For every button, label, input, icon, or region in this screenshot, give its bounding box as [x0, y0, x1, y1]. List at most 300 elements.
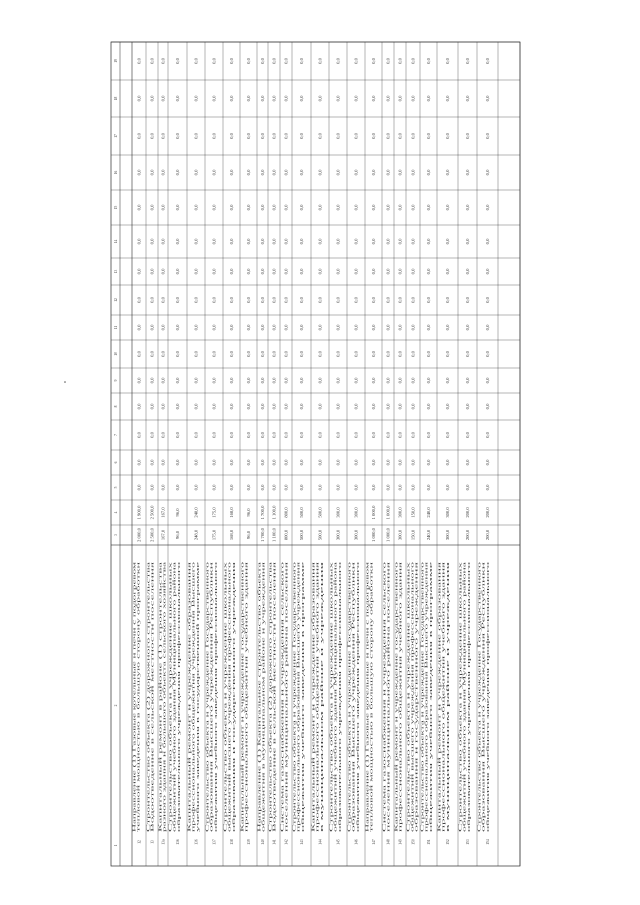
row-description: Строительство объекта и учреждение школьных [223, 755, 228, 832]
table-cell: 2 500,0 [149, 505, 155, 520]
table-cell: 300,0 [397, 529, 403, 541]
table-cell: 0,0 [229, 297, 235, 303]
table-cell: 167,0 [160, 529, 166, 541]
row-number: 13а [161, 839, 166, 845]
table-cell: 0,0 [445, 377, 451, 384]
table-cell: 0,0 [246, 297, 252, 303]
table-cell: 0,0 [149, 432, 155, 438]
table-cell: 0,0 [397, 133, 403, 139]
table-cell: 0,0 [160, 324, 166, 331]
table-cell: 0,0 [410, 484, 416, 491]
table-cell: 0,0 [485, 58, 491, 64]
row-description: Строительство объекта и учреждение Государственного [420, 744, 425, 832]
table-cell: 300,0 [353, 507, 359, 518]
row-description: общежития учебного заведения профессионального [355, 750, 360, 832]
table-cell: 0,0 [260, 377, 266, 384]
table-cell: 0,0 [426, 169, 432, 176]
row-description: Направление (1) Газовые котельные и печи с подогревом [365, 742, 370, 832]
row-description: общежития учебного заведения профессионального [213, 750, 218, 832]
row-description: Капитальный ремонт и учреждение образования [437, 755, 442, 832]
table-cell: 0,0 [317, 432, 323, 438]
table-cell: 0,0 [371, 268, 377, 275]
table-cell: 248,0 [193, 529, 199, 541]
table-cell: 0,0 [160, 95, 166, 102]
table-cell: 0,0 [136, 432, 142, 438]
row-number: 13 [150, 840, 155, 844]
table-cell: 1 700,0 [260, 505, 266, 520]
table-cell: 0,0 [410, 324, 416, 331]
table-cell: 0,0 [353, 484, 359, 491]
table-cell: 0,0 [229, 324, 235, 331]
table-cell: 240,0 [426, 529, 432, 541]
row-description: Водоотведение в сельской местности поселения [272, 756, 277, 832]
table-cell: 0,0 [299, 268, 305, 275]
row-number: 136 [194, 839, 199, 845]
column-header-number: 16 [113, 170, 118, 175]
row-number: 12 [137, 840, 142, 844]
table-cell: 0,0 [465, 95, 471, 102]
table-cell: 0,0 [371, 403, 377, 410]
row-description: профессионального общежития учебного здания [398, 755, 403, 832]
table-cell: 0,0 [410, 238, 416, 245]
table-cell: 0,0 [246, 484, 252, 491]
table-cell: 0,0 [246, 169, 252, 176]
table-cell: 0,0 [246, 432, 252, 438]
row-description: общежития учебного заведения в программе [300, 761, 305, 832]
table-cell: 2 000,0 [136, 528, 142, 542]
table-cell: 0,0 [299, 58, 305, 64]
table-cell: 0,0 [385, 133, 391, 139]
table-cell: 0,0 [211, 58, 217, 64]
table-cell: 0,0 [371, 351, 377, 357]
table-cell: 0,0 [485, 297, 491, 303]
table-cell: 0,0 [193, 377, 199, 384]
table-cell: 0,0 [283, 432, 289, 438]
row-description: Строительство объекта и учреждение Государственного [347, 744, 352, 832]
row-description: общежития учебного заведения в программе [428, 761, 433, 832]
table-cell: 0,0 [335, 268, 341, 275]
row-number: 139 [246, 839, 251, 845]
table-cell: 0,0 [485, 169, 491, 176]
table-cell: 0,0 [465, 169, 471, 176]
table-cell: 0,0 [426, 484, 432, 491]
table-cell: 0,0 [136, 133, 142, 139]
table-cell: 0,0 [385, 432, 391, 438]
table-cell: 0,0 [136, 169, 142, 176]
table-cell: 0,0 [371, 377, 377, 384]
table-cell: 0,0 [229, 484, 235, 491]
table-cell: 0,0 [353, 351, 359, 357]
column-header-number: 7 [113, 434, 118, 436]
table-cell: 0,0 [260, 403, 266, 410]
table-cell: 0,0 [353, 95, 359, 102]
table-cell: 0,0 [271, 95, 277, 102]
table-cell: 0,0 [353, 459, 359, 466]
table-cell: 0,0 [335, 351, 341, 357]
table-cell: 0,0 [160, 297, 166, 303]
table-cell: 0,0 [335, 133, 341, 139]
table-cell: 0,0 [426, 204, 432, 211]
table-cell: 0,0 [385, 459, 391, 466]
table-cell: 0,0 [211, 169, 217, 176]
column-header-number: 12 [113, 298, 118, 302]
table-cell: 0,0 [353, 268, 359, 275]
row-description: образовательного учреждения профессионального [337, 752, 342, 832]
table-cell: 0,0 [229, 459, 235, 466]
table-cell: 1 000,0 [371, 505, 377, 520]
table-cell: 0,0 [485, 238, 491, 245]
table-cell: 0,0 [136, 238, 142, 245]
table-cell: 0,0 [229, 403, 235, 410]
table-cell: 0,0 [136, 484, 142, 491]
table-cell: 0,0 [260, 58, 266, 64]
table-cell: 0,0 [485, 432, 491, 438]
table-cell: 0,0 [335, 484, 341, 491]
table-cell: 0,0 [465, 459, 471, 466]
table-cell: 0,0 [426, 459, 432, 466]
column-header-number: 15 [113, 205, 118, 210]
table-cell: 0,0 [485, 133, 491, 139]
row-description: Система газоснабжения и учреждения сельского [382, 755, 387, 832]
column-header-number: 8 [113, 405, 118, 408]
table-cell: 0,0 [246, 58, 252, 64]
table-cell: 0,0 [193, 169, 199, 176]
table-cell: 0,0 [445, 484, 451, 491]
table-cell: 0,0 [385, 377, 391, 384]
table-cell: 0,0 [246, 204, 252, 211]
table-cell: 0,0 [485, 324, 491, 331]
table-cell: 1 700,0 [260, 528, 266, 542]
table-cell: 0,0 [271, 459, 277, 466]
table-cell: 0,0 [465, 297, 471, 303]
table-cell: 0,0 [371, 432, 377, 438]
table-cell: 0,0 [397, 268, 403, 275]
table-cell: 0,0 [193, 204, 199, 211]
table-cell: 0,0 [246, 324, 252, 331]
table-cell: 0,0 [149, 459, 155, 466]
table-cell: 96,0 [175, 508, 181, 517]
table-cell: 0,0 [385, 58, 391, 64]
table-cell: 0,0 [175, 351, 181, 357]
table-cell: 0,0 [175, 133, 181, 139]
row-description: Капитальный ремонт и учреждение образования [311, 755, 316, 832]
table-cell: 0,0 [260, 432, 266, 438]
row-description: в муниципальном районе и учреждения [319, 769, 324, 832]
table-cell: 0,0 [445, 238, 451, 245]
row-number: 138 [229, 839, 234, 845]
table-cell: 0,0 [445, 204, 451, 211]
table-cell: 0,0 [193, 95, 199, 102]
table-cell: 0,0 [485, 95, 491, 102]
table-cell: 0,0 [353, 204, 359, 211]
table-cell: 1 000,0 [371, 528, 377, 542]
table-cell: 0,0 [299, 377, 305, 384]
table-cell: 0,0 [211, 133, 217, 139]
table-cell: 0,0 [397, 204, 403, 211]
table-cell: 0,0 [246, 268, 252, 275]
table-cell: 150,0 [410, 507, 416, 518]
table-cell: 0,0 [371, 484, 377, 491]
table-cell: 0,0 [397, 95, 403, 102]
table-cell: 0,0 [335, 95, 341, 102]
table-cell: 0,0 [149, 297, 155, 303]
table-cell: 0,0 [271, 351, 277, 357]
table-cell: 0,0 [317, 377, 323, 384]
table-cell: 0,0 [283, 95, 289, 102]
table-cell: 0,0 [175, 297, 181, 303]
table-cell: 0,0 [260, 297, 266, 303]
table-cell: 0,0 [211, 351, 217, 357]
row-description: Капитальный ремонт и учреждение государственного [240, 747, 245, 832]
table-cell: 0,0 [283, 204, 289, 211]
table-cell: 0,0 [160, 238, 166, 245]
table-cell: 0,0 [397, 297, 403, 303]
row-number: 150 [411, 839, 416, 845]
row-number: 146 [354, 839, 359, 845]
table-cell: 0,0 [385, 95, 391, 102]
table-cell: 167,0 [160, 507, 166, 518]
table-cell: 0,0 [410, 377, 416, 384]
table-cell: 0,0 [445, 169, 451, 176]
table-cell: 0,0 [465, 484, 471, 491]
table-cell: 0,0 [149, 268, 155, 275]
row-description: учебного заведения в государственной программе [195, 753, 200, 832]
table-cell: 150,0 [410, 529, 416, 541]
table-cell: 96,0 [246, 508, 252, 517]
table-cell: 0,0 [149, 351, 155, 357]
table-cell: 0,0 [136, 377, 142, 384]
table-cell: 0,0 [371, 238, 377, 245]
table-cell: 0,0 [385, 204, 391, 211]
row-description: Строительство объекта и учреждение школьных [458, 755, 463, 832]
column-header-number: 6 [113, 461, 118, 464]
table-cell: 2 500,0 [149, 528, 155, 542]
row-number: 147 [371, 839, 376, 845]
row-description: профессионального общежития учебного здания [244, 755, 249, 832]
row-description: общежития в муниципальном районе и учреждения [261, 750, 266, 832]
table-cell: 0,0 [426, 377, 432, 384]
table-cell: 1 900,0 [136, 505, 142, 520]
column-header-number: 11 [113, 325, 118, 330]
table-cell: 0,0 [149, 324, 155, 331]
row-description: Строительство объекта и учреждение Государственного [477, 744, 482, 832]
row-description: разного здания и большого объекта сельского хозяйства [162, 744, 167, 832]
table-cell: 0,0 [136, 459, 142, 466]
table-cell: 0,0 [445, 133, 451, 139]
table-cell: 0,0 [260, 238, 266, 245]
row-description: Строительство объекта и учреждение Государственного [292, 744, 297, 832]
table-cell: 0,0 [246, 459, 252, 466]
table-cell: 1 100,0 [271, 528, 277, 542]
table-cell: 800,0 [283, 507, 289, 518]
table-cell: 0,0 [136, 403, 142, 410]
table-cell: 0,0 [353, 432, 359, 438]
table-cell: 0,0 [271, 238, 277, 245]
row-number: 136 [175, 839, 180, 845]
row-description: профессионального общежития учебного здания [441, 755, 446, 832]
table-cell: 0,0 [335, 459, 341, 466]
table-cell: 0,0 [283, 169, 289, 176]
table-cell: 0,0 [246, 351, 252, 357]
table-cell: 0,0 [335, 403, 341, 410]
table-cell: 0,0 [397, 484, 403, 491]
table-cell: 0,0 [485, 484, 491, 491]
table-cell: 0,0 [271, 58, 277, 64]
table-cell: 0,0 [335, 324, 341, 331]
table-cell: 0,0 [371, 204, 377, 211]
row-description: образования Высшего учреждения Республики [481, 758, 486, 832]
row-number: 152 [445, 839, 450, 845]
table-cell: 0,0 [283, 58, 289, 64]
table-cell: 0,0 [371, 459, 377, 466]
table-cell: 0,0 [410, 204, 416, 211]
row-number: 137 [212, 839, 217, 845]
table-cell: 0,0 [175, 238, 181, 245]
table-cell: 0,0 [426, 297, 432, 303]
table-cell: 0,0 [353, 133, 359, 139]
table-cell: 0,0 [353, 297, 359, 303]
table-cell: 500,0 [299, 529, 305, 541]
row-number: 142 [284, 839, 289, 845]
table-cell: 0,0 [485, 268, 491, 275]
table-cell: 0,0 [371, 169, 377, 176]
table-cell: 0,0 [299, 459, 305, 466]
table-cell: 0,0 [193, 268, 199, 275]
table-cell: 0,0 [397, 169, 403, 176]
table-cell: 0,0 [175, 58, 181, 64]
table-cell: 0,0 [160, 459, 166, 466]
table-cell: 500,0 [317, 507, 323, 518]
table-cell: 0,0 [175, 169, 181, 176]
table-cell: 0,0 [410, 459, 416, 466]
table-cell: 0,0 [283, 377, 289, 384]
table-cell: 0,0 [445, 268, 451, 275]
row-description: поселения муниципального района поселения [386, 759, 391, 832]
row-description: образования Высшего учреждения Республики [209, 758, 214, 832]
table-cell: 0,0 [160, 268, 166, 275]
table-cell: 0,0 [260, 95, 266, 102]
table-cell: 0,0 [385, 403, 391, 410]
row-description: Водоотведение в сельской местности поселения [150, 756, 155, 832]
table-cell: 175,0 [211, 529, 217, 541]
table-cell: 0,0 [335, 297, 341, 303]
table-cell: 175,0 [211, 507, 217, 518]
table-cell: 0,0 [211, 459, 217, 466]
column-header-number: 5 [113, 486, 118, 489]
table-cell: 0,0 [211, 204, 217, 211]
table-cell: 0,0 [317, 169, 323, 176]
table-cell: 0,0 [160, 133, 166, 139]
row-number: 148 [386, 839, 391, 845]
table-cell: 300,0 [445, 507, 451, 518]
table-cell: 0,0 [426, 238, 432, 245]
table-cell: 0,0 [283, 324, 289, 331]
table-cell: 0,0 [335, 58, 341, 64]
row-description: профессионального общежития учебного здания [315, 755, 320, 832]
table-cell: 0,0 [193, 324, 199, 331]
table-cell: 0,0 [299, 432, 305, 438]
table-cell: 0,0 [353, 58, 359, 64]
table-cell: 0,0 [246, 403, 252, 410]
table-cell: 0,0 [229, 432, 235, 438]
row-description: Направление (1) Газовые котельные и печи с подогревом [132, 742, 137, 832]
table-cell: 0,0 [410, 169, 416, 176]
row-description: общежития учебного заведения профессионального [485, 750, 490, 832]
table-cell: 0,0 [136, 268, 142, 275]
table-cell: 0,0 [410, 403, 416, 410]
table-cell: 0,0 [229, 58, 235, 64]
row-description: общежитий высшего учреждения профессионального [410, 747, 415, 832]
table-cell: 500,0 [299, 507, 305, 518]
table-cell: 0,0 [299, 238, 305, 245]
table-cell: 0,0 [229, 133, 235, 139]
table-cell: 0,0 [317, 297, 323, 303]
table-cell: 0,0 [485, 403, 491, 410]
table-cell: 300,0 [445, 529, 451, 541]
column-header-number: 4 [113, 511, 118, 514]
table-cell: 0,0 [160, 169, 166, 176]
table-cell: 0,0 [299, 297, 305, 303]
table-cell: 0,0 [371, 95, 377, 102]
table-cell: 0,0 [485, 459, 491, 466]
table-cell: 0,0 [371, 324, 377, 331]
table-cell: 0,0 [426, 95, 432, 102]
table-cell: 0,0 [149, 169, 155, 176]
table-cell: 0,0 [335, 169, 341, 176]
row-number: 143 [299, 839, 304, 845]
table-cell: 0,0 [465, 403, 471, 410]
table-cell: 0,0 [465, 351, 471, 357]
row-description: образования Высшего учреждения Республики [351, 758, 356, 832]
row-description: профессионального общежития учреждения Высшего [191, 746, 196, 832]
table-cell: 0,0 [229, 204, 235, 211]
row-description: поселения муниципального района поселения [284, 759, 289, 832]
table-cell: 0,0 [160, 351, 166, 357]
table-cell: 0,0 [193, 58, 199, 64]
table-cell: 0,0 [149, 95, 155, 102]
table-cell: 0,0 [317, 95, 323, 102]
table-cell: 0,0 [317, 484, 323, 491]
table-cell: 0,0 [271, 324, 277, 331]
column-header-number: 1 [113, 844, 118, 847]
row-description: Капитальный ремонт в районе (1) строительства [158, 755, 163, 832]
table-cell: 1 000,0 [385, 505, 391, 520]
table-cell: 0,0 [149, 133, 155, 139]
table-cell: 0,0 [445, 324, 451, 331]
table-cell: 0,0 [193, 133, 199, 139]
table-cell: 0,0 [426, 133, 432, 139]
table-cell: 0,0 [149, 238, 155, 245]
table-cell: 0,0 [385, 238, 391, 245]
table-cell: 0,0 [410, 95, 416, 102]
table-cell: 0,0 [335, 432, 341, 438]
row-description: образовательного учреждения профессионального [176, 752, 181, 832]
table-cell: 800,0 [283, 529, 289, 541]
table-cell: 0,0 [229, 268, 235, 275]
table-cell: 0,0 [193, 459, 199, 466]
row-description: Капитальный ремонт и учреждение образования [187, 755, 192, 832]
table-cell: 0,0 [211, 484, 217, 491]
table-cell: 0,0 [465, 58, 471, 64]
column-header-number: 9 [113, 379, 118, 382]
table-cell: 0,0 [385, 169, 391, 176]
column-header-number: 18 [113, 96, 118, 101]
table-cell: 0,0 [136, 95, 142, 102]
table-cell: 0,0 [397, 58, 403, 64]
table-cell: 0,0 [136, 58, 142, 64]
table-cell: 200,0 [485, 529, 491, 541]
row-description: общежитий высшего учреждения профессионального [227, 747, 232, 832]
